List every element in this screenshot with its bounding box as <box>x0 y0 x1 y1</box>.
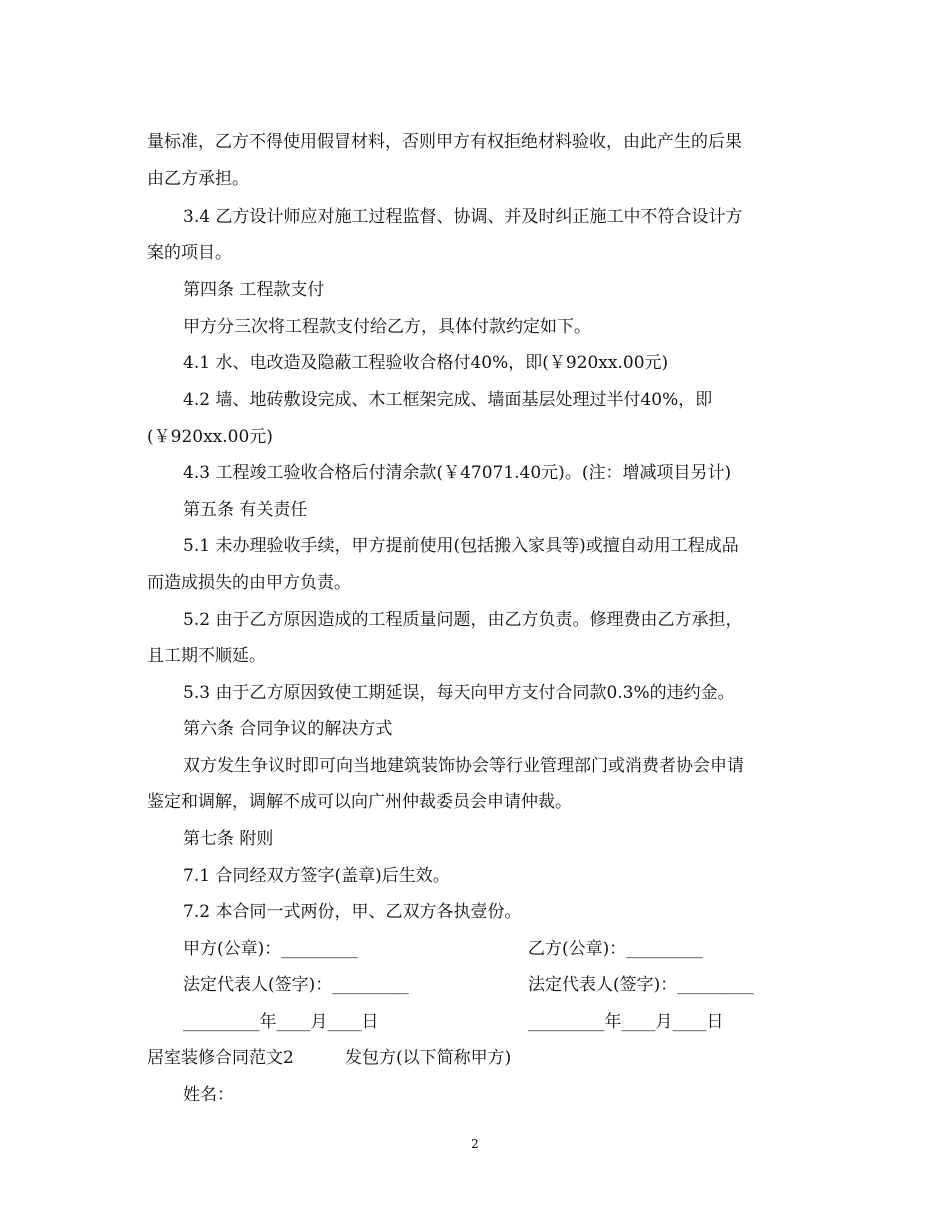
body-line-13: 而造成损失的由甲方负责。 <box>147 573 351 593</box>
party-b-representative-field: 法定代表人(签字)：_________ <box>528 975 754 995</box>
body-line-4: 案的项目。 <box>147 243 232 263</box>
section-heading-6: 第六条 合同争议的解决方式 <box>183 719 393 739</box>
body-line-7: 4.1 水、电改造及隐蔽工程验收合格付40%，即(￥920xx.00元) <box>183 353 669 373</box>
next-document-title: 居室装修合同范文2 <box>147 1048 294 1068</box>
section-heading-4: 第四条 工程款支付 <box>183 280 325 300</box>
party-b-date-field: _________年____月____日 <box>528 1012 724 1032</box>
body-line-16: 5.3 由于乙方原因致使工期延误，每天向甲方支付合同款0.3%的违约金。 <box>183 683 735 703</box>
body-line-6: 甲方分三次将工程款支付给乙方，具体付款约定如下。 <box>183 317 591 337</box>
party-a-date-field: _________年____月____日 <box>183 1012 379 1032</box>
body-line-19: 鉴定和调解，调解不成可以向广州仲裁委员会申请仲裁。 <box>147 792 572 812</box>
body-line-8: 4.2 墙、地砖敷设完成、木工框架完成、墙面基层处理过半付40%，即 <box>183 390 713 410</box>
employer-label: 发包方(以下简称甲方) <box>345 1048 512 1068</box>
body-line-3: 3.4 乙方设计师应对施工过程监督、协调、并及时纠正施工中不符合设计方 <box>183 207 743 227</box>
body-line-14: 5.2 由于乙方原因造成的工程质量问题，由乙方负责。修理费由乙方承担， <box>183 610 743 630</box>
name-label: 姓名： <box>183 1085 234 1105</box>
body-line-21: 7.1 合同经双方签字(盖章)后生效。 <box>183 866 450 886</box>
body-line-1: 量标准，乙方不得使用假冒材料，否则甲方有权拒绝材料验收，由此产生的后果 <box>147 132 742 152</box>
party-a-seal-field: 甲方(公章)：_________ <box>183 939 358 959</box>
body-line-18: 双方发生争议时即可向当地建筑装饰协会等行业管理部门或消费者协会申请 <box>183 756 744 776</box>
party-a-representative-field: 法定代表人(签字)：_________ <box>183 975 409 995</box>
party-b-seal-field: 乙方(公章)：_________ <box>528 939 703 959</box>
section-heading-5: 第五条 有关责任 <box>183 500 308 520</box>
body-line-12: 5.1 未办理验收手续，甲方提前使用(包括搬入家具等)或擅自动用工程成品 <box>183 536 739 556</box>
body-line-22: 7.2 本合同一式两份，甲、乙双方各执壹份。 <box>183 902 522 922</box>
body-line-15: 且工期不顺延。 <box>147 646 266 666</box>
body-line-10: 4.3 工程竣工验收合格后付清余款(￥47071.40元)。(注：增减项目另计) <box>183 463 732 483</box>
body-line-9: (￥920xx.00元) <box>147 427 273 447</box>
body-line-2: 由乙方承担。 <box>147 169 249 189</box>
page-number: 2 <box>471 1137 479 1151</box>
section-heading-7: 第七条 附则 <box>183 829 274 849</box>
